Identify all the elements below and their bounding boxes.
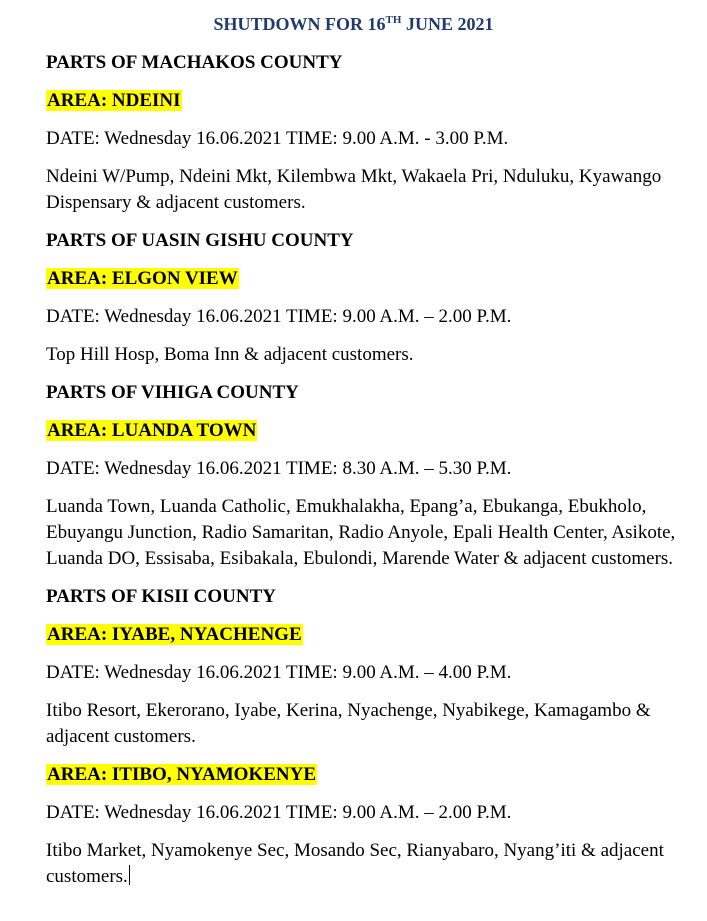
area-heading: [46, 266, 686, 292]
date-time-line: DATE: Wednesday 16.06.2021 TIME: 9.00 A.M. – 2.00 P.M.: [46, 306, 512, 327]
date-time-line: DATE: Wednesday 16.06.2021 TIME: 9.00 A.M. – 2.00 P.M.: [46, 802, 512, 823]
affected-locations: Itibo Market, Nyamokenye Sec, Mosando Sec, Rianyabaro, Nyang’iti & adjacent customers.: [46, 840, 664, 887]
section-kisii: [46, 584, 686, 890]
area-heading: [46, 762, 686, 788]
county-heading: PARTS OF UASIN GISHU COUNTY: [46, 230, 354, 251]
date-time-line: DATE: Wednesday 16.06.2021 TIME: 9.00 A.M. – 4.00 P.M.: [46, 662, 512, 683]
text-cursor: [129, 865, 130, 885]
area-highlight: AREA: ELGON VIEW: [47, 268, 238, 289]
affected-locations: Itibo Resort, Ekerorano, Iyabe, Kerina, Nyachenge, Nyabikege, Kamagambo & adjacent customers.: [46, 700, 651, 747]
affected-locations: Top Hill Hosp, Boma Inn & adjacent customers.: [46, 344, 414, 365]
area-highlight: AREA: NDEINI: [47, 90, 181, 111]
title-prefix: SHUTDOWN FOR 16: [213, 14, 386, 34]
title-suffix: JUNE 2021: [401, 14, 494, 34]
area-heading: [46, 622, 686, 648]
section-machakos: [46, 50, 686, 216]
date-time-line: DATE: Wednesday 16.06.2021 TIME: 9.00 A.M. - 3.00 P.M.: [46, 128, 509, 149]
area-heading: [46, 88, 686, 114]
affected-locations: Ndeini W/Pump, Ndeini Mkt, Kilembwa Mkt, Wakaela Pri, Nduluku, Kyawango Dispensary & adjacent customers.: [46, 166, 662, 213]
area-highlight: AREA: LUANDA TOWN: [47, 420, 257, 441]
county-heading: PARTS OF VIHIGA COUNTY: [46, 382, 299, 403]
page-title: [0, 12, 707, 39]
date-time-line: DATE: Wednesday 16.06.2021 TIME: 8.30 A.M. – 5.30 P.M.: [46, 458, 512, 479]
section-vihiga: [46, 380, 686, 572]
county-heading: PARTS OF MACHAKOS COUNTY: [46, 52, 343, 73]
affected-locations: Luanda Town, Luanda Catholic, Emukhalakha, Epang’a, Ebukanga, Ebukholo, Ebuyangu Junction, Radio Samaritan, Radio Anyole, Epali Health Center, Asikote, Luanda DO, Essisaba, Esibakala, Ebulondi, Marende Water & adjacent customers.: [46, 496, 676, 569]
document-body: [46, 50, 686, 902]
area-heading: [46, 418, 686, 444]
area-highlight: AREA: IYABE, NYACHENGE: [47, 624, 302, 645]
section-uasin-gishu: [46, 228, 686, 368]
county-heading: PARTS OF KISII COUNTY: [46, 586, 277, 607]
area-highlight: AREA: ITIBO, NYAMOKENYE: [47, 764, 317, 785]
affected-locations-with-cursor[interactable]: [46, 838, 686, 890]
title-superscript: TH: [385, 14, 402, 26]
